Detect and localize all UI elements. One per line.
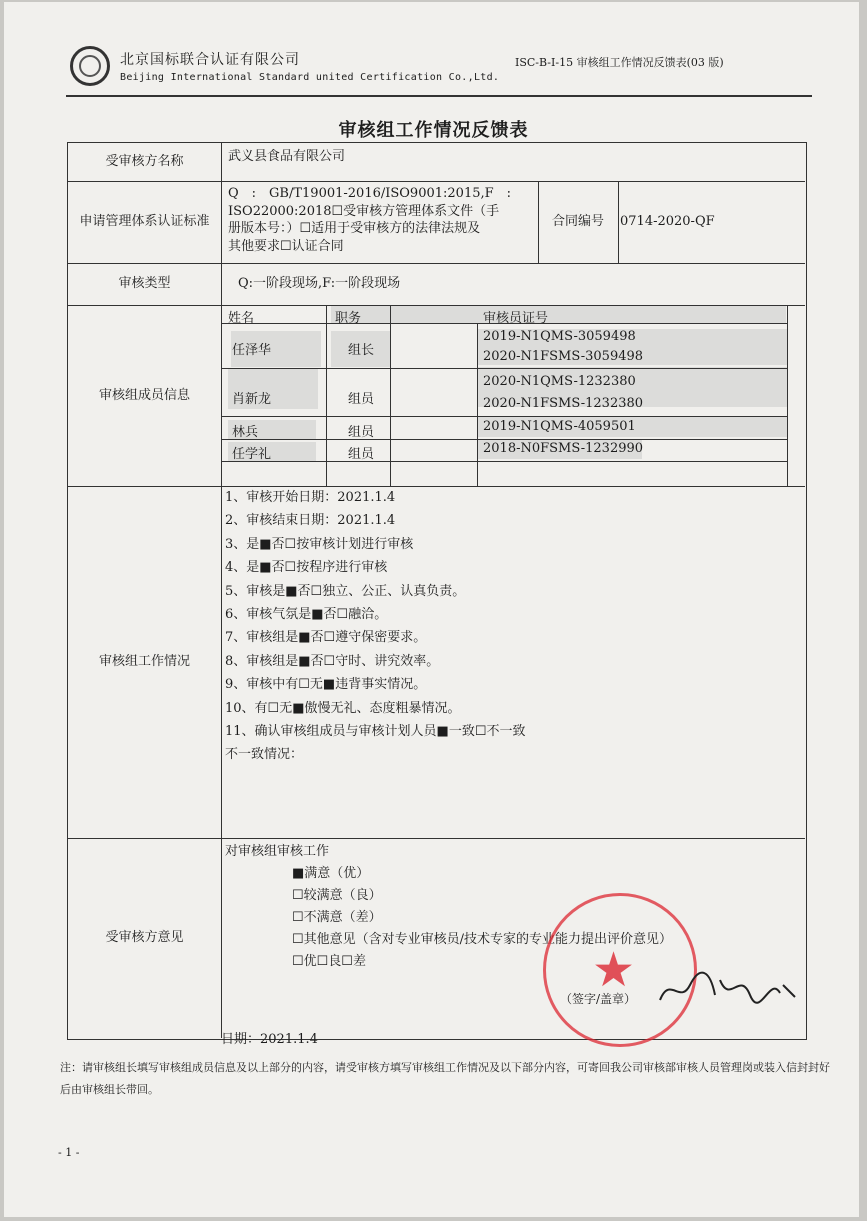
company-name-en: Beijing International Standard united Certification Co.,Ltd. [120, 72, 500, 83]
seal-star-icon: ★ [592, 942, 636, 998]
handwritten-signature [655, 965, 805, 1015]
member-cert: 2020-N1FSMS-1232380 [483, 396, 644, 411]
member-name: 林兵 [232, 425, 259, 440]
member-name: 任学礼 [232, 447, 272, 462]
audit-type-value: Q:一阶段现场,F:一阶段现场 [238, 276, 401, 291]
opinion-option: ☐较满意（良） [292, 888, 382, 903]
document-title: 审核组工作情况反馈表 [338, 120, 529, 141]
work-item: 5、审核是■否☐独立、公正、认真负责。 [225, 583, 466, 599]
auditee-label: 受审核方名称 [105, 154, 184, 169]
work-label: 审核组工作情况 [98, 654, 190, 669]
work-item: 11、确认审核组成员与审核计划人员■一致☐不一致 [225, 723, 526, 739]
work-item: 2、审核结束日期：2021.1.4 [225, 513, 396, 529]
member-role-header: 职务 [335, 311, 362, 326]
member-name-header: 姓名 [228, 311, 255, 326]
member-role: 组员 [348, 425, 375, 440]
contract-number: 0714-2020-QF [620, 214, 715, 229]
work-item: 10、有☐无■傲慢无礼、态度粗暴情况。 [225, 700, 461, 716]
opinion-date: 日期：2021.1.4 [221, 1032, 318, 1047]
work-checklist [225, 486, 795, 767]
member-cert: 2018-N0FSMS-1232990 [483, 441, 644, 456]
work-item: 1、审核开始日期：2021.1.4 [225, 490, 396, 505]
opinion-option: ☐不满意（差） [292, 910, 382, 925]
work-item: 8、审核组是■否☐守时、讲究效率。 [225, 653, 440, 669]
auditee-name: 武义县食品有限公司 [228, 149, 346, 164]
member-role: 组员 [348, 447, 375, 462]
opinion-option: ☐其他意见（含对专业审核员/技术专家的专业能力提出评价意见） [292, 932, 673, 947]
work-item: 6、审核气氛是■否☐融洽。 [225, 606, 388, 622]
work-item: 不一致情况： [225, 747, 304, 763]
member-cert: 2019-N1QMS-3059498 [483, 329, 636, 344]
work-item: 4、是■否☐按程序进行审核 [225, 560, 388, 576]
work-item: 9、审核中有☐无■违背事实情况。 [225, 677, 427, 693]
member-cert-header: 审核员证号 [483, 311, 549, 326]
opinion-block [225, 841, 795, 973]
standard-text: Q : GB/T19001-2016/ISO9001:2015,F : ISO22000:2018☐受审核方管理体系文件（手 册版本号：）☐适用于受审核方的法律法规及 其他要求☐认证合同 [228, 186, 512, 254]
member-name: 肖新龙 [232, 392, 272, 407]
opinion-option: ■满意（优） [292, 866, 370, 881]
footer-note: 注：请审核组长填写审核组成员信息及以上部分的内容，请受审核方填写审核组工作情况及以下部分内容，可寄回我公司审核部审核人员管理岗或装入信封封好后由审核组长带回。 [60, 1061, 830, 1096]
member-cert: 2019-N1QMS-4059501 [483, 419, 636, 434]
company-logo [70, 46, 110, 86]
member-role: 组员 [348, 392, 375, 407]
standard-label: 申请管理体系认证标准 [79, 214, 210, 229]
member-name: 任泽华 [232, 343, 272, 358]
member-role: 组长 [348, 343, 375, 358]
work-item: 7、审核组是■否☐遵守保密要求。 [225, 630, 427, 646]
opinion-label: 受审核方意见 [105, 930, 184, 945]
form-code: ISC-B-I-15 审核组工作情况反馈表(03 版) [515, 56, 724, 69]
opinion-option: ☐优☐良☐差 [292, 954, 366, 969]
members-label: 审核组成员信息 [98, 387, 190, 403]
work-item: 3、是■否☐按审核计划进行审核 [225, 536, 414, 552]
page-number: - 1 - [58, 1146, 80, 1159]
header-divider [66, 95, 812, 97]
contract-label: 合同编号 [551, 214, 604, 229]
audit-type-label: 审核类型 [118, 276, 171, 291]
member-cert: 2020-N1FSMS-3059498 [483, 349, 644, 364]
signature-label: （签字/盖章） [560, 992, 637, 1006]
feedback-form-table [67, 142, 807, 1040]
opinion-intro: 对审核组审核工作 [225, 844, 330, 859]
member-cert: 2020-N1QMS-1232380 [483, 374, 636, 389]
company-name-cn: 北京国标联合认证有限公司 [120, 52, 300, 68]
